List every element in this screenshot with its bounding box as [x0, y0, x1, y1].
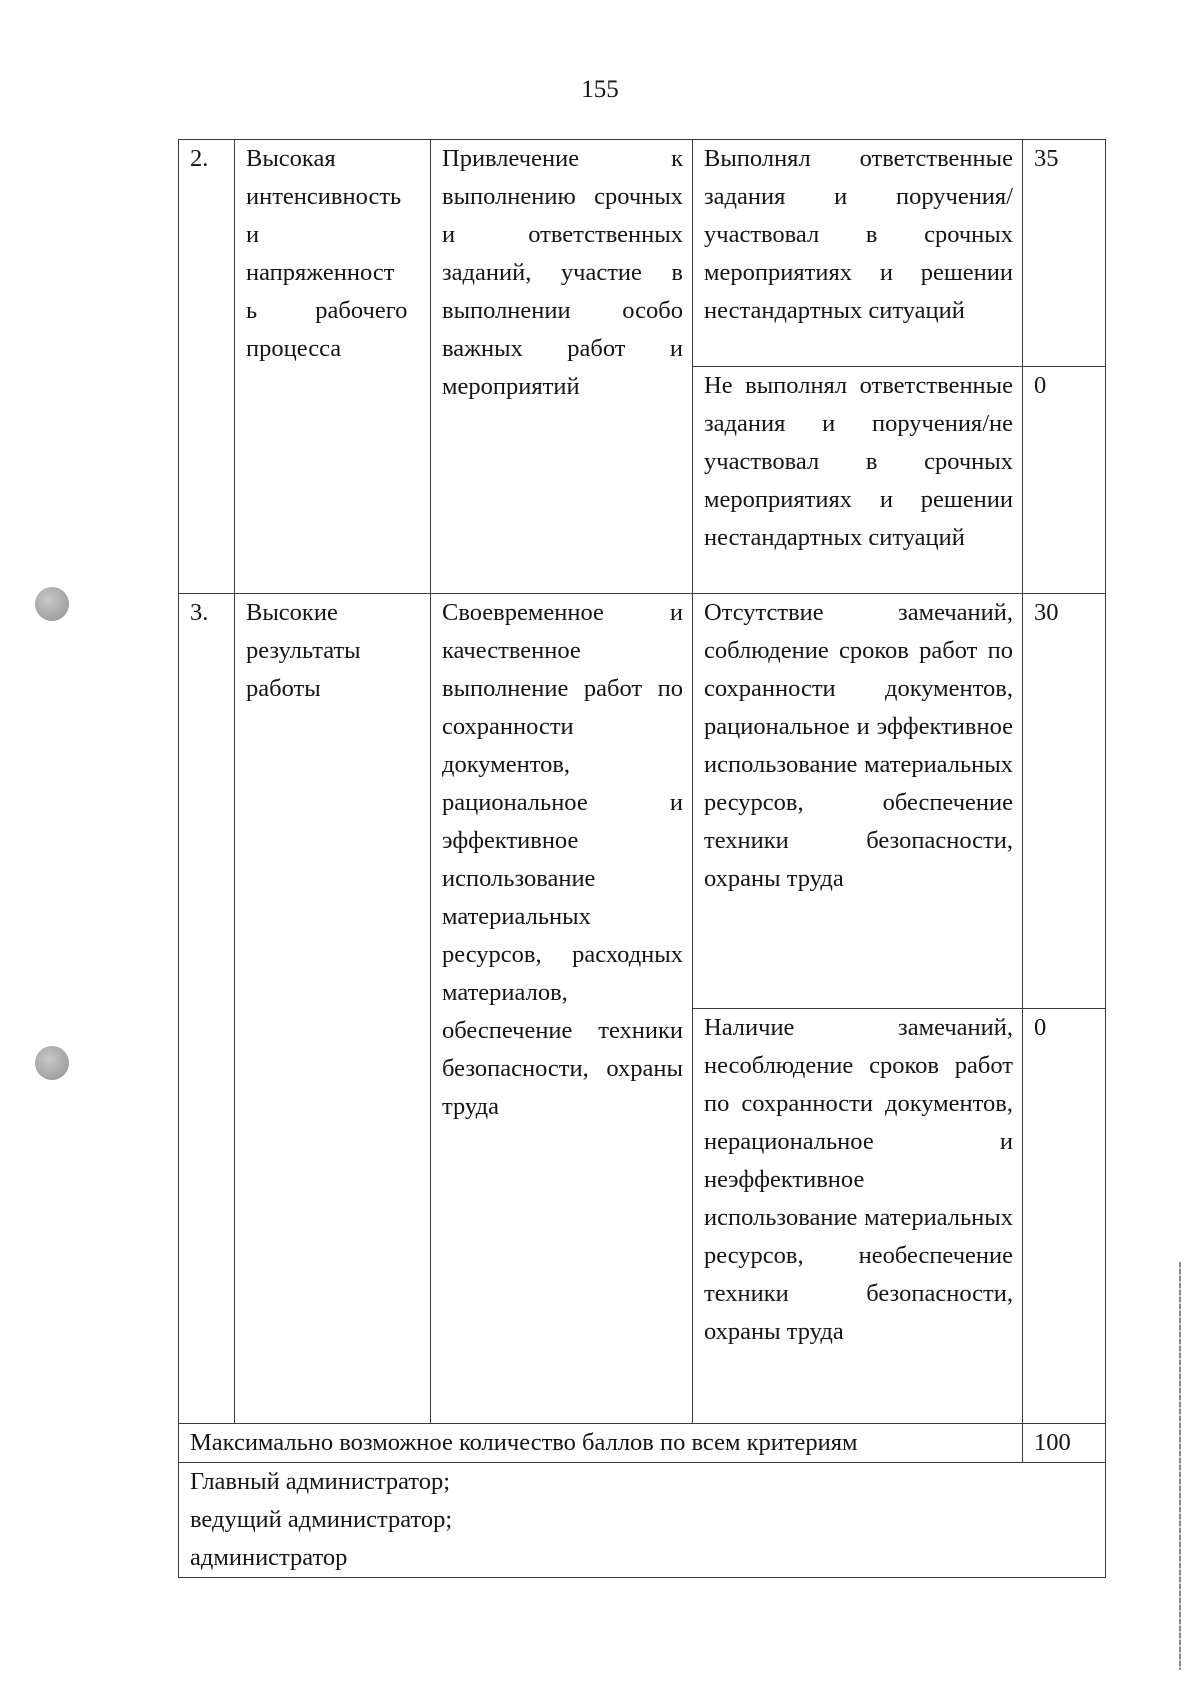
criterion-row-2 [179, 140, 1106, 367]
criterion-name-line: результаты [246, 637, 361, 664]
criterion-name [235, 140, 431, 594]
condition-points: 30 [1023, 594, 1106, 1009]
positions-list [179, 1463, 1106, 1578]
condition-points: 35 [1023, 140, 1106, 367]
criterion-name-line: процесса [246, 335, 342, 362]
page-number: 155 [581, 76, 619, 103]
condition-text: Выполнял ответственные задания и поручения/участвовал в срочных мероприятиях и решении нестандартных ситуаций [693, 140, 1023, 367]
total-row [179, 1424, 1106, 1463]
condition-text: Не выполнял ответственные задания и поручения/не участвовал в срочных мероприятиях и решении нестандартных ситуаций [693, 367, 1023, 594]
position-item: ведущий администратор; [190, 1506, 453, 1533]
condition-points: 0 [1023, 1009, 1106, 1424]
criterion-content: Привлечение к выполнению срочных и ответственных заданий, участие в выполнении особо важных работ и мероприятий [431, 140, 693, 594]
positions-row [179, 1463, 1106, 1578]
punch-hole-top [35, 587, 69, 621]
criteria-table [178, 139, 1106, 1578]
position-item: Главный администратор; [190, 1468, 451, 1495]
condition-text: Отсутствие замечаний, соблюдение сроков работ по сохранности документов, рациональное и эффективное использование материальных ресурсов, обеспечение техники безопасности, охраны труда [693, 594, 1023, 1009]
total-value: 100 [1023, 1424, 1106, 1463]
criterion-name-line: ь рабочего [246, 297, 408, 324]
scan-edge-mark [1179, 1262, 1181, 1670]
criterion-name-line: напряженност [246, 259, 395, 286]
position-item: администратор [190, 1544, 348, 1571]
criterion-name-line: работы [246, 675, 321, 702]
criterion-name-line: интенсивность [246, 183, 402, 210]
criterion-number: 2. [179, 140, 235, 594]
condition-text: Наличие замечаний, несоблюдение сроков работ по сохранности документов, нерациональное и неэффективное использование материальных ресурсов, необеспечение техники безопасности, охраны труда [693, 1009, 1023, 1424]
criterion-name-line: и [246, 221, 260, 248]
criterion-name-line: Высокая [246, 145, 336, 172]
criterion-row-3 [179, 594, 1106, 1009]
criterion-name [235, 594, 431, 1424]
criterion-name-line: Высокие [246, 599, 338, 626]
criterion-number: 3. [179, 594, 235, 1424]
punch-hole-bottom [35, 1046, 69, 1080]
criterion-content: Своевременное и качественное выполнение работ по сохранности документов, рациональное и эффективное использование материальных ресурсов, расходных материалов, обеспечение техники безопасности, охраны труда [431, 594, 693, 1424]
condition-points: 0 [1023, 367, 1106, 594]
total-label: Максимально возможное количество баллов по всем критериям [179, 1424, 1023, 1463]
